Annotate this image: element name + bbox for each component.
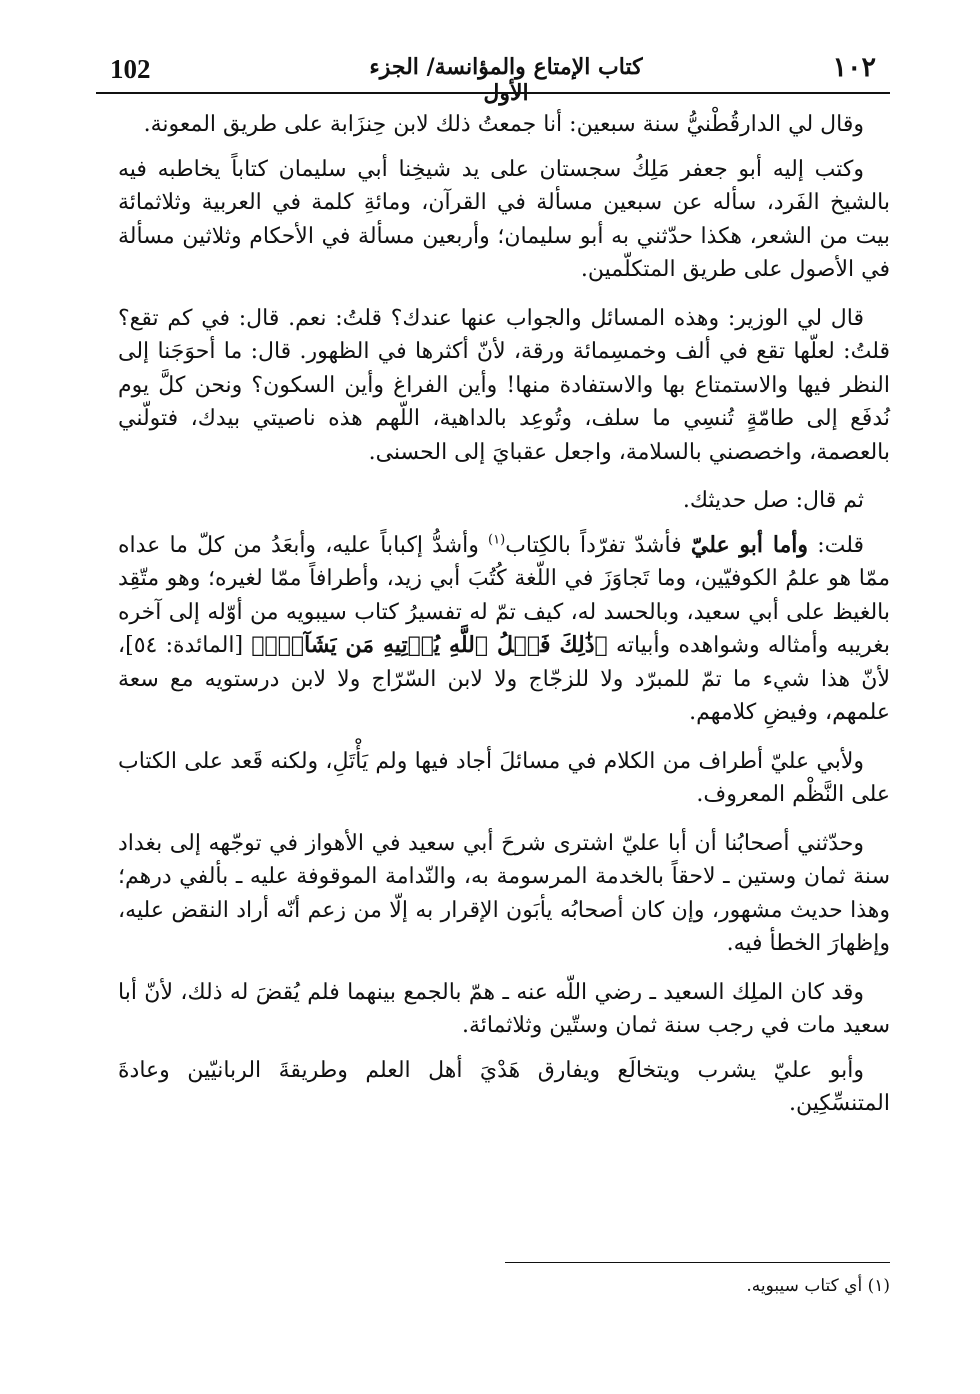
paragraph-abu-jafar: وكتب إليه أبو جعفر مَلِكُ سجستان على يد شيخِنا أبي سليمان كتاباً يخاطبه فيه بالشيخ الفَرد، سأله عن سبعين مسألة في القرآن، ومائةِ كلمة في العربية وثلاثمائة بيت من الشعر، هكذا حدّثني به أبو سليمان؛ وأربعين مسألة في الأحكام وثلاثين مسألة في الأصول على طريق المتكلّمين.: [118, 156, 890, 282]
book-title: كتاب الإمتاع والمؤانسة/ الجزء الأول: [369, 54, 643, 106]
paragraph-text: وأشدُّ إكباباً عليه، وأبعَدُ من كلّ ما عداه ممّا هو علمُ الكوفيّين، وما تَجاوَزَ في اللّغة كُتُبَ أبي زيد، وأطرافاً ممّا لغيره؛ وهو متّقِد بالغيظ على أبي سعيد، وبالحسد له، كيف تمّ له تفسيرُ كتاب سيبويه من أوّله إلى آخره بغريبه وأمثاله وشواهده وأبياته: [118, 532, 891, 658]
paragraph-daraqutni: وقال لي الدارقُطْنيُّ سنة سبعين: أنا جمعتُ ذلك لابن حِنزَابة على طريق المعونة.: [143, 112, 864, 137]
abu-ali-bold-name: وأما أبو عليّ: [690, 531, 809, 558]
paragraph-abu-ali-yashrab: وأبو عليّ يشرب ويتخالَع ويفارق هَدْيَ أهل العلم وطريقةَ الربانيّين وعادةَ المتنسِّكِين.: [118, 1057, 890, 1116]
footnote-reference: (١): [488, 532, 506, 548]
paragraph-abu-ali-atraf: ولأبي عليّ أطراف من الكلام في مسائلَ أجاد فيها ولم يَأْتَلِ، ولكنه قَعد على الكتاب على النَّظْم المعروف.: [118, 748, 890, 807]
paragraph-abu-ali: [118, 529, 890, 730]
footnote-number: (١): [867, 1276, 890, 1296]
paragraph-malik-said: وقد كان الملِك السعيد ـ رضي اللّه عنه ـ همّ بالجمع بينهما فلم يُقضَ له ذلك، لأنّ أبا سعيد مات في رجب سنة ثمان وستّين وثلاثمائة.: [118, 979, 890, 1038]
quran-verse: ﴿ذَٰلِكَ فَضۡلُ ٱللَّهِ يُؤۡتِيهِ مَن يَشَآءُۚ﴾: [251, 632, 608, 658]
paragraph-sil-hadithak: ثم قال: صل حديثك.: [682, 488, 864, 513]
paragraph-sharh-abi-said: وحدّثني أصحابُنا أن أبا عليّ اشترى شرحَ أبي سعيد في الأهواز في توجّهه إلى بغداد سنة ثمان وستين ـ لاحقاً بالخدمة المرسومة به، والنّدامة الموقوفة عليه ـ بألفي درهم؛ وهذا حديث مشهور، وإن كان أصحابُه يأبَون الإقرار به إلّا من زعم أنّه أراد النقض عليه، وإظهارَ الخطأ فيه.: [118, 830, 890, 956]
page-number-arabic: ١٠٢: [832, 52, 876, 83]
footnote-separator: [505, 1262, 890, 1263]
page-number-latin: 102: [110, 54, 151, 84]
footnote-text: أي كتاب سيبويه.: [746, 1276, 863, 1296]
paragraph-text: فأشدّ تفرّداً بالكِتاب: [505, 532, 691, 558]
main-text: [118, 108, 890, 1136]
paragraph-text: [المائدة: ٥٤]، لأنّ هذا شيء ما تمّ للمبرّد ولا للزجّاج ولا لابن السّرّاج ولا لابن درستويه مع سعة علمهم، وفيضِ كلامهم.: [118, 633, 890, 725]
paragraph-lead: قلت:: [808, 532, 865, 558]
footnote: [390, 1276, 890, 1296]
running-header: [96, 46, 890, 106]
paragraph-wazir: قال لي الوزير: وهذه المسائل والجواب عنها عندك؟ قلتُ: نعم. قال: في كم تقع؟ قلتُ: لعلّها تقع في ألف وخمسِمائة ورقة، لأنّ أكثرها في الظهور. قال: ما أحوَجَنا إلى النظر فيها والاستمتاع بها والاستفادة منها! وأين الفراغ وأين السكون؟ ونحن كلَّ يوم نُدفَع إلى طامّةٍ تُنسِي ما سلف، وتُوعِد بالداهية، اللّهم هذه ناصيتي بيدك، فتولّني بالعصمة، واخصصني بالسلامة، واجعل عقبايَ إلى الحسنى.: [118, 305, 890, 465]
